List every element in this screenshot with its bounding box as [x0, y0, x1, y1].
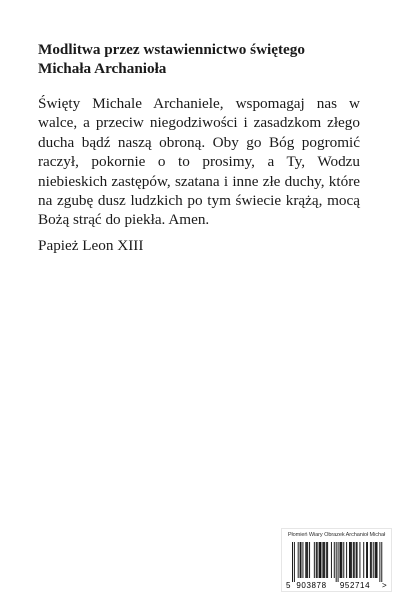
barcode-bar: [349, 542, 350, 578]
barcode-right-group: 952714: [339, 581, 371, 590]
barcode-bar: [323, 542, 324, 578]
barcode-bar: [324, 542, 325, 578]
barcode-bar: [305, 542, 306, 578]
barcode-bar: [379, 542, 380, 582]
barcode-bar: [314, 542, 315, 578]
barcode-bar: [302, 542, 303, 578]
barcode-bar: [353, 542, 354, 578]
barcode-bar: [298, 542, 299, 578]
barcode-bar: [338, 542, 339, 582]
prayer-text: Święty Michale Archaniele, wspomagaj nas w walce, a przeciw niegodziwości i zasadzkom złego ducha bądź naszą obroną. Oby go Bóg pogromić raczył, pokornie o to prosimy, a Ty, Wodzu niebieskich zastępów, szatana i inne złe duchy, które na zgubę dusz ludzkich po tym świecie krążą, mocą Bożą strąć do piekła. Amen.: [38, 95, 360, 229]
barcode-bar: [354, 542, 355, 578]
ean13-barcode: [282, 542, 391, 590]
barcode-arrow: >: [382, 581, 387, 590]
barcode-bar: [320, 542, 321, 578]
barcode-bar: [381, 542, 382, 582]
barcode-bar: [317, 542, 318, 578]
barcode-bar: [377, 542, 378, 578]
barcode-bar: [334, 542, 335, 578]
barcode-bar: [301, 542, 302, 578]
barcode-first-digit: 5: [286, 581, 291, 590]
barcode-bar: [326, 542, 327, 578]
barcode-bar: [322, 542, 323, 578]
barcode-bar: [346, 542, 347, 578]
barcode-left-group: 903878: [296, 581, 327, 590]
barcode-bar: [327, 542, 328, 578]
barcode-bar: [341, 542, 342, 578]
barcode-label: [281, 528, 392, 592]
barcode-bar: [321, 542, 322, 578]
barcode-bar: [371, 542, 372, 578]
barcode-bar: [350, 542, 351, 578]
barcode-bar: [370, 542, 371, 578]
barcode-bar: [363, 542, 364, 578]
barcode-bar: [331, 542, 332, 578]
barcode-bar: [376, 542, 377, 578]
barcode-bar: [306, 542, 307, 578]
barcode-bar: [357, 542, 358, 578]
barcode-bar: [307, 542, 308, 578]
barcode-bar: [340, 542, 341, 578]
barcode-bar: [367, 542, 368, 578]
barcode-bar: [319, 542, 320, 578]
barcode-caption: Płomień Wiary Obrazek Archanioł Michał: [287, 532, 386, 538]
barcode-bars: [292, 542, 382, 582]
barcode-bar: [356, 542, 357, 578]
prayer-author: Papież Leon XIII: [38, 237, 144, 254]
prayer-title: [38, 40, 368, 78]
barcode-bar: [375, 542, 376, 578]
barcode-bar: [292, 542, 293, 582]
title-line-2: Michała Archanioła: [38, 60, 167, 77]
barcode-bar: [309, 542, 310, 578]
barcode-bar: [294, 542, 295, 582]
barcode-bar: [316, 542, 317, 578]
barcode-bar: [366, 542, 367, 578]
barcode-bar: [336, 542, 337, 582]
barcode-digits: [286, 581, 387, 590]
barcode-bar: [359, 542, 360, 578]
barcode-bar: [300, 542, 301, 578]
barcode-bar: [340, 542, 341, 578]
title-line-1: Modlitwa przez wstawiennictwo świętego: [38, 41, 305, 58]
barcode-bar: [351, 542, 352, 578]
barcode-bar: [373, 542, 374, 578]
barcode-bar: [343, 542, 344, 578]
